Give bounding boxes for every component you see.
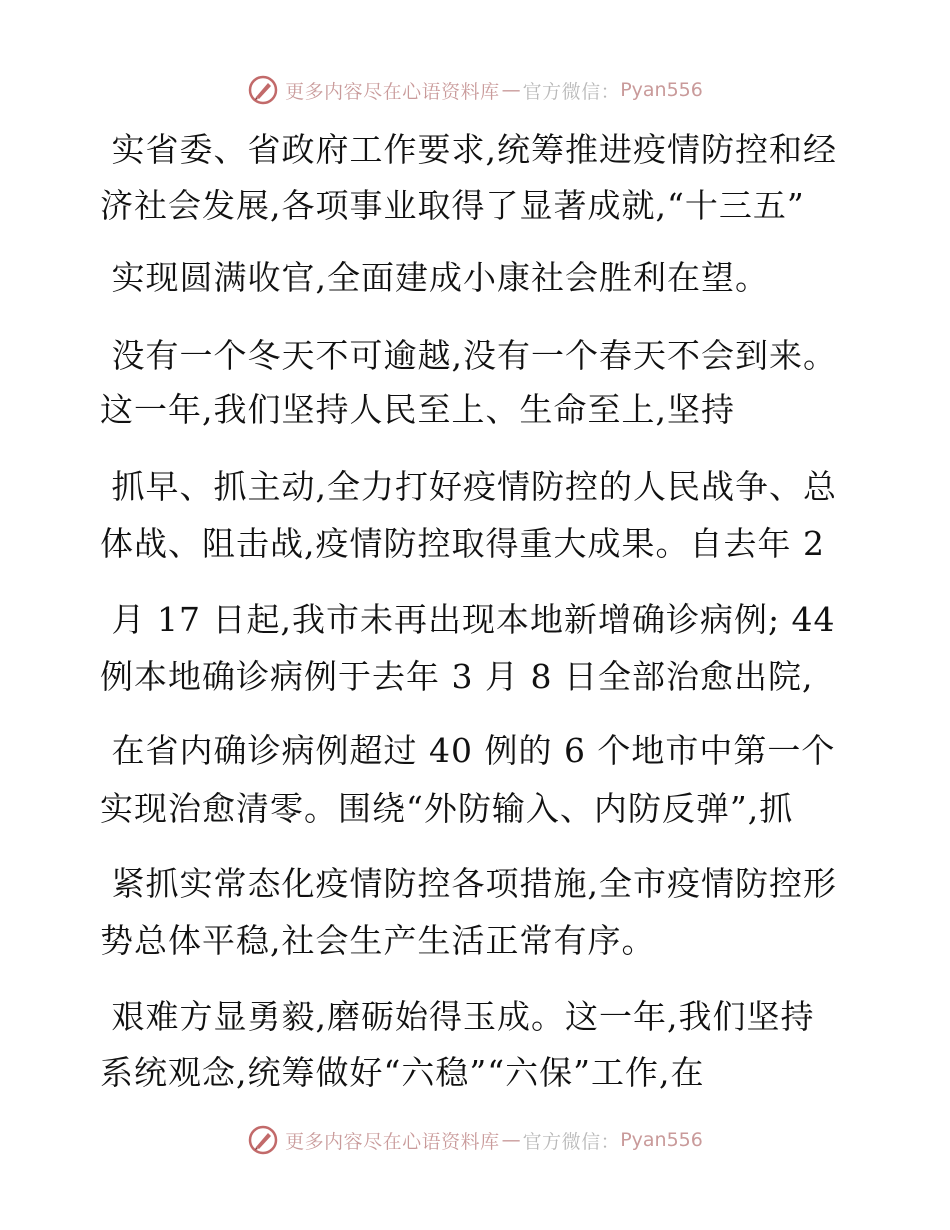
watermark-wechat-id: Pyan556 <box>620 1129 703 1151</box>
watermark-dash: — <box>501 79 521 101</box>
text-line: 势总体平稳,社会生产生活正常有序。 <box>100 921 656 960</box>
text-line: 系统观念,统筹做好“六稳”“六保”工作,在 <box>100 1053 705 1092</box>
watermark-main-text: 更多内容尽在心语资料库 <box>285 1130 500 1153</box>
watermark-official-label: 官方微信： <box>522 1130 621 1153</box>
text-line: 例本地确诊病例于去年 3 月 8 日全部治愈出院, <box>100 657 814 696</box>
text-line: 体战、阻击战,疫情防控取得重大成果。自去年 2 <box>100 524 825 563</box>
text-line: 济社会发展,各项事业取得了显著成就,“十三五” <box>100 186 805 225</box>
text-line: 月 17 日起,我市未再出现本地新增确诊病例; 44 <box>100 600 836 639</box>
text-line: 实省委、省政府工作要求,统筹推进疫情防控和经 <box>100 130 837 169</box>
text-line: 抓早、抓主动,全力打好疫情防控的人民战争、总 <box>100 467 837 506</box>
text-line: 没有一个冬天不可逾越,没有一个春天不会到来。 <box>100 336 837 375</box>
text-line: 紧抓实常态化疫情防控各项措施,全市疫情防控形 <box>100 864 837 903</box>
pen-logo-icon <box>247 1124 279 1156</box>
text-line: 在省内确诊病例超过 40 例的 6 个地市中第一个 <box>100 731 836 770</box>
footer-watermark <box>0 1122 950 1158</box>
watermark-wechat-id: Pyan556 <box>620 79 703 101</box>
text-line: 这一年,我们坚持人民至上、生命至上,坚持 <box>100 390 735 429</box>
text-line: 实现治愈清零。围绕“外防输入、内防反弹”,抓 <box>100 789 794 828</box>
watermark-official-label: 官方微信： <box>522 80 621 103</box>
text-line: 实现圆满收官,全面建成小康社会胜利在望。 <box>100 258 769 297</box>
header-watermark <box>0 72 950 108</box>
watermark-main-text: 更多内容尽在心语资料库 <box>285 80 500 103</box>
watermark-dash: — <box>501 1129 521 1151</box>
text-line: 艰难方显勇毅,磨砺始得玉成。这一年,我们坚持 <box>100 997 815 1036</box>
pen-logo-icon <box>247 74 279 106</box>
